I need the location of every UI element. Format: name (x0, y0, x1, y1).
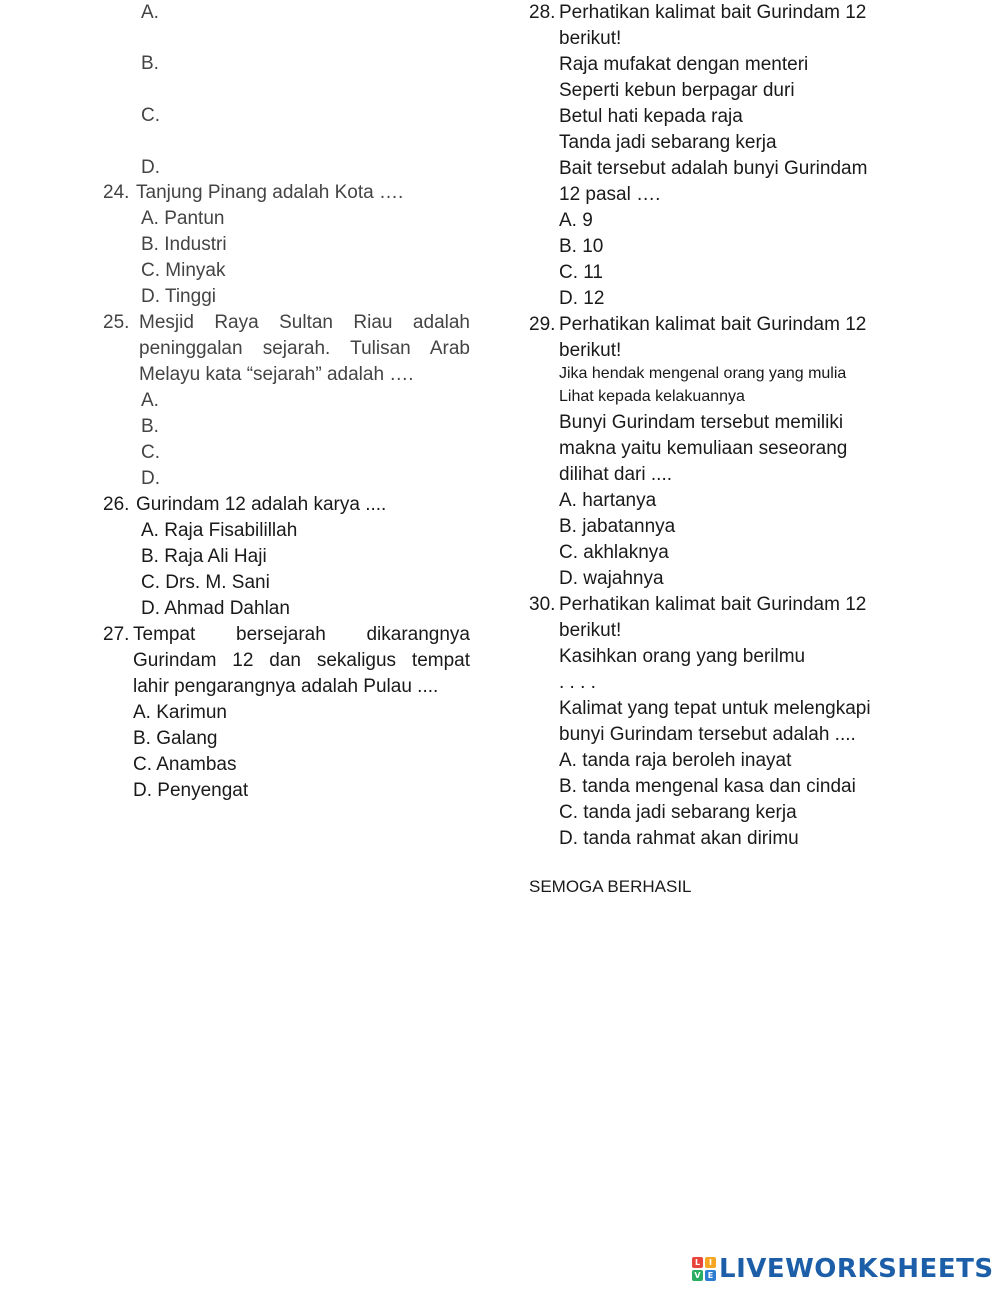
q26-question: Gurindam 12 adalah karya .... (136, 494, 387, 515)
q30-line-2: berikut! (559, 620, 622, 641)
q26-option-d: D. Ahmad Dahlan (141, 598, 290, 619)
logo-letter-v: V (692, 1270, 703, 1281)
q30-option-a: A. tanda raja beroleh inayat (559, 750, 792, 771)
q28-number: 28. (529, 2, 556, 23)
q29-line-5: dilihat dari .... (559, 464, 672, 485)
q29-line-4: makna yaitu kemuliaan seseorang (559, 438, 848, 459)
q28-line-1: Perhatikan kalimat bait Gurindam 12 (559, 2, 867, 23)
q30-line-1: Perhatikan kalimat bait Gurindam 12 (559, 594, 867, 615)
q25-option-b: B. (141, 416, 159, 437)
q30-line-3: Kasihkan orang yang berilmu (559, 646, 806, 667)
q29-verse-line-2: Lihat kepada kelakuannya (559, 388, 745, 405)
q26-option-c: C. Drs. M. Sani (141, 572, 270, 593)
q27-option-d: D. Penyengat (133, 780, 249, 801)
q30-number: 30. (529, 594, 556, 615)
q29-option-d: D. wajahnya (559, 568, 664, 589)
brand-text: LIVEWORKSHEETS (719, 1254, 994, 1284)
q28-line-6: Tanda jadi sebarang kerja (559, 132, 777, 153)
q28-line-4: Seperti kebun berpagar duri (559, 80, 795, 101)
q23-option-c: C. (141, 105, 160, 126)
q29-verse-line-1: Jika hendak mengenal orang yang mulia (559, 365, 847, 382)
logo-letter-i: I (705, 1257, 716, 1268)
q29-option-b: B. jabatannya (559, 516, 676, 537)
q29-option-a: A. hartanya (559, 490, 657, 511)
q29-line-2: berikut! (559, 340, 622, 361)
q30-option-c: C. tanda jadi sebarang kerja (559, 802, 797, 823)
q23-option-d: D. (141, 157, 160, 178)
logo-letter-l: L (692, 1257, 703, 1268)
q25-option-c: C. (141, 442, 160, 463)
q24-number: 24. (103, 182, 130, 203)
q30-line-6: bunyi Gurindam tersebut adalah .... (559, 724, 856, 745)
q25-question-line-1: Mesjid Raya Sultan Riau adalah (139, 312, 470, 333)
q29-line-3: Bunyi Gurindam tersebut memiliki (559, 412, 844, 433)
liveworksheets-logo (692, 1252, 994, 1286)
q25-question-line-3: Melayu kata “sejarah” adalah …. (139, 364, 414, 385)
q29-line-1: Perhatikan kalimat bait Gurindam 12 (559, 314, 867, 335)
q24-option-d: D. Tinggi (141, 286, 216, 307)
q30-option-b: B. tanda mengenal kasa dan cindai (559, 776, 856, 797)
q27-question-line-1: Tempat bersejarah dikarangnya (133, 624, 470, 645)
q29-number: 29. (529, 314, 556, 335)
q26-option-b: B. Raja Ali Haji (141, 546, 267, 567)
q28-line-8: 12 pasal …. (559, 184, 661, 205)
q25-number: 25. (103, 312, 130, 333)
q28-line-5: Betul hati kepada raja (559, 106, 743, 127)
q27-number: 27. (103, 624, 130, 645)
q28-line-2: berikut! (559, 28, 622, 49)
q24-option-b: B. Industri (141, 234, 227, 255)
q24-question: Tanjung Pinang adalah Kota …. (136, 182, 404, 203)
q23-option-b: B. (141, 53, 159, 74)
q29-option-c: C. akhlaknya (559, 542, 669, 563)
logo-grid-icon (692, 1257, 716, 1281)
q28-option-b: B. 10 (559, 236, 604, 257)
q30-line-4: . . . . (559, 672, 596, 693)
q28-line-7: Bait tersebut adalah bunyi Gurindam (559, 158, 868, 179)
q28-option-d: D. 12 (559, 288, 605, 309)
q27-question-line-2: Gurindam 12 dan sekaligus tempat (133, 650, 470, 671)
closing-text: SEMOGA BERHASIL (529, 877, 692, 896)
q27-question-line-3: lahir pengarangnya adalah Pulau .... (133, 676, 439, 697)
q27-option-b: B. Galang (133, 728, 218, 749)
q30-line-5: Kalimat yang tepat untuk melengkapi (559, 698, 871, 719)
logo-letter-e: E (705, 1270, 716, 1281)
q27-option-a: A. Karimun (133, 702, 227, 723)
q24-option-a: A. Pantun (141, 208, 225, 229)
q25-question-line-2: peninggalan sejarah. Tulisan Arab (139, 338, 470, 359)
q25-option-a: A. (141, 390, 159, 411)
q26-option-a: A. Raja Fisabilillah (141, 520, 298, 541)
q28-option-a: A. 9 (559, 210, 593, 231)
q28-line-3: Raja mufakat dengan menteri (559, 54, 809, 75)
q26-number: 26. (103, 494, 130, 515)
q28-option-c: C. 11 (559, 262, 604, 283)
q25-option-d: D. (141, 468, 160, 489)
q24-option-c: C. Minyak (141, 260, 226, 281)
q23-option-a: A. (141, 2, 159, 23)
q30-option-d: D. tanda rahmat akan dirimu (559, 828, 799, 849)
q27-option-c: C. Anambas (133, 754, 237, 775)
